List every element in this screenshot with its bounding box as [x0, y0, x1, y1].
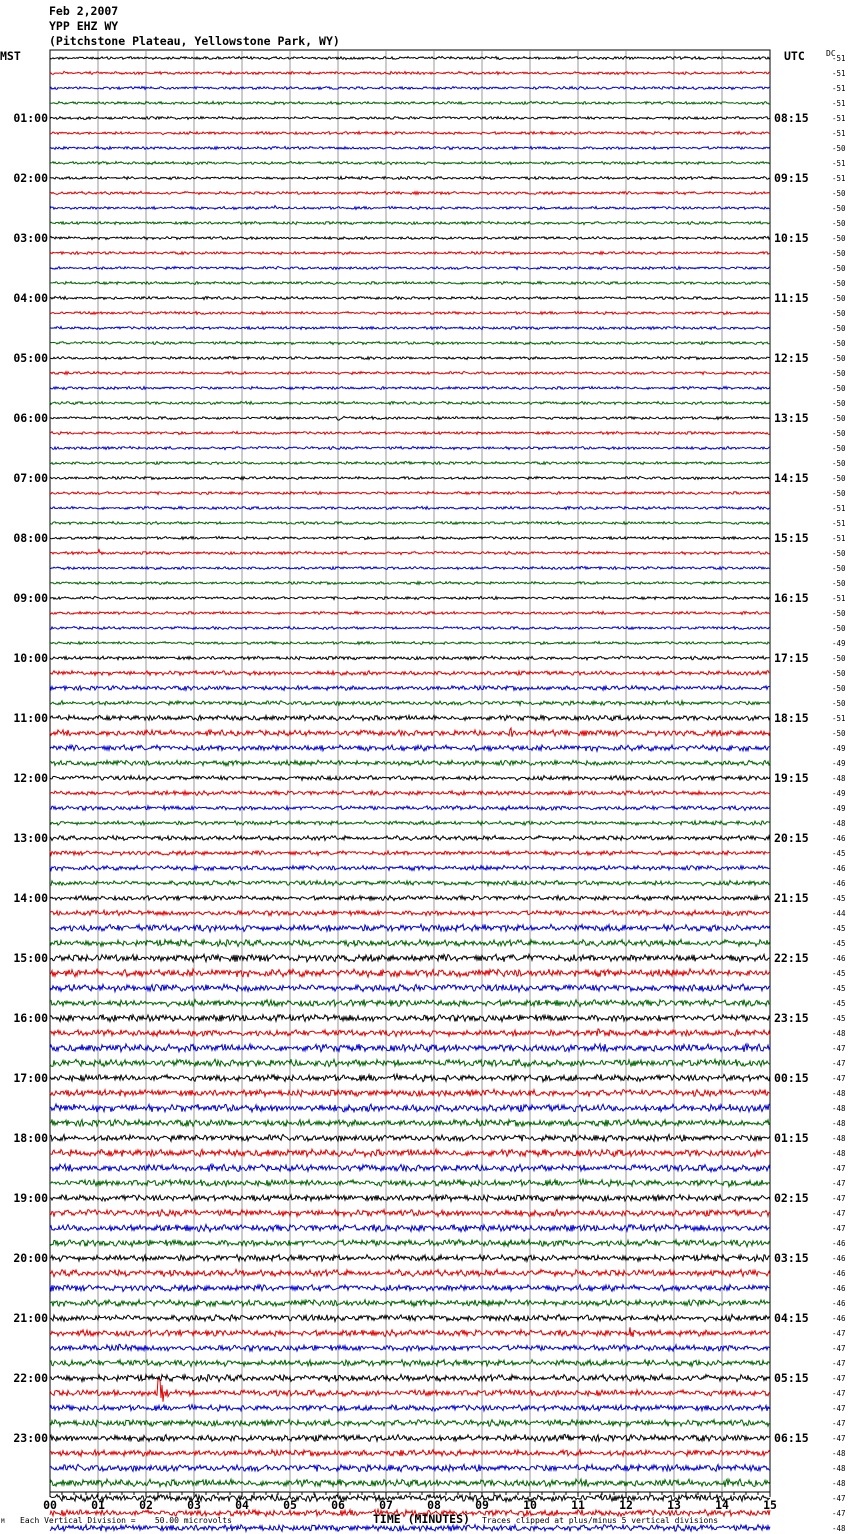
dc-offset-label: -50 [832, 489, 846, 498]
dc-offset-label: -47 [832, 1419, 846, 1428]
seismic-trace [50, 836, 770, 841]
seismic-trace [50, 1360, 770, 1367]
seismic-trace [50, 896, 770, 901]
dc-offset-label: -50 [832, 399, 846, 408]
seismic-trace [50, 1014, 770, 1021]
dc-offset-label: -50 [832, 264, 846, 273]
seismic-trace [50, 1195, 770, 1202]
utc-hour-label: 09:15 [774, 171, 809, 185]
seismic-trace [50, 57, 770, 60]
seismic-trace [50, 1479, 770, 1487]
dc-offset-label: -47 [832, 1044, 846, 1053]
dc-offset-label: -51 [832, 504, 846, 513]
seismic-trace [50, 1434, 770, 1441]
dc-offset-label: -45 [832, 969, 846, 978]
dc-offset-label: -49 [832, 759, 846, 768]
seismic-trace [50, 627, 770, 630]
x-tick-label: 14 [715, 1498, 729, 1512]
seismic-trace [50, 1450, 770, 1456]
dc-offset-label: -45 [832, 984, 846, 993]
dc-offset-label: -51 [832, 54, 846, 63]
seismic-trace [50, 924, 770, 931]
x-tick-label: 05 [283, 1498, 297, 1512]
utc-hour-label: 04:15 [774, 1311, 809, 1325]
dc-offset-label: -47 [832, 1059, 846, 1068]
dc-offset-label: -49 [832, 789, 846, 798]
dc-offset-label: -46 [832, 1269, 846, 1278]
dc-offset-label: -50 [832, 354, 846, 363]
dc-offset-label: -48 [832, 1479, 846, 1488]
mst-hour-label: 13:00 [13, 831, 48, 845]
seismic-trace [50, 656, 770, 660]
dc-offset-label: -45 [832, 1014, 846, 1023]
dc-offset-label: -47 [832, 1389, 846, 1398]
seismic-trace [50, 206, 770, 210]
dc-offset-label: -46 [832, 1284, 846, 1293]
seismic-trace [50, 117, 770, 120]
utc-hour-label: 18:15 [774, 711, 809, 725]
seismic-trace [50, 566, 770, 569]
seismic-trace [50, 101, 770, 104]
dc-offset-label: -50 [832, 369, 846, 378]
seismic-trace [50, 1104, 770, 1112]
dc-label: DC [826, 49, 836, 58]
dc-offset-label: -51 [832, 714, 846, 723]
dc-offset-label: -48 [832, 1524, 846, 1533]
seismic-trace [50, 1179, 770, 1186]
dc-offset-label: -45 [832, 999, 846, 1008]
seismic-trace [50, 282, 770, 285]
dc-offset-label: -50 [832, 609, 846, 618]
dc-offset-label: -50 [832, 624, 846, 633]
dc-offset-label: -51 [832, 519, 846, 528]
x-tick-label: 06 [331, 1498, 345, 1512]
x-tick-label: 04 [235, 1498, 249, 1512]
mst-hour-label: 17:00 [13, 1071, 48, 1085]
dc-offset-label: -47 [832, 1164, 846, 1173]
dc-offset-label: -47 [832, 1509, 846, 1518]
dc-offset-label: -47 [832, 1194, 846, 1203]
dc-offset-label: -47 [832, 1494, 846, 1503]
seismic-trace [50, 1300, 770, 1307]
dc-offset-label: -50 [832, 234, 846, 243]
mst-hour-label: 04:00 [13, 291, 48, 305]
seismic-trace [50, 506, 770, 509]
seismic-trace [50, 550, 770, 555]
dc-offset-label: -47 [832, 1344, 846, 1353]
seismic-trace [50, 715, 770, 720]
seismic-trace [50, 910, 770, 915]
mst-hour-label: 22:00 [13, 1371, 48, 1385]
dc-offset-label: -50 [832, 699, 846, 708]
header-date: Feb 2,2007 [49, 4, 119, 18]
mst-hour-label: 18:00 [13, 1131, 48, 1145]
utc-hour-label: 17:15 [774, 651, 809, 665]
dc-offset-label: -47 [832, 1224, 846, 1233]
seismic-trace [50, 1074, 770, 1081]
seismic-trace [50, 641, 770, 644]
seismic-trace [50, 177, 770, 180]
seismic-trace [50, 326, 770, 329]
seismic-trace [50, 492, 770, 495]
mst-hour-label: 03:00 [13, 231, 48, 245]
mst-axis-label: MST [0, 49, 21, 63]
x-tick-label: 01 [91, 1498, 105, 1512]
seismic-trace [50, 701, 770, 706]
mst-hour-label: 20:00 [13, 1251, 48, 1265]
seismic-trace [50, 806, 770, 811]
dc-offset-label: -46 [832, 864, 846, 873]
seismic-trace [50, 191, 770, 194]
seismic-trace [50, 296, 770, 299]
dc-offset-label: -50 [832, 579, 846, 588]
seismic-trace [50, 1029, 770, 1037]
mst-hour-label: 16:00 [13, 1011, 48, 1025]
x-tick-label: 03 [187, 1498, 201, 1512]
dc-offset-label: -51 [832, 129, 846, 138]
seismic-trace [50, 371, 770, 374]
dc-offset-label: -50 [832, 204, 846, 213]
seismic-trace [50, 1134, 770, 1141]
x-tick-label: 09 [475, 1498, 489, 1512]
seismic-trace [50, 71, 770, 74]
mst-hour-label: 01:00 [13, 111, 48, 125]
dc-offset-label: -46 [832, 1314, 846, 1323]
seismic-trace [50, 880, 770, 885]
utc-hour-label: 13:15 [774, 411, 809, 425]
dc-offset-label: -47 [832, 1434, 846, 1443]
mst-hour-label: 11:00 [13, 711, 48, 725]
seismic-trace [50, 984, 770, 992]
dc-offset-label: -50 [832, 414, 846, 423]
seismic-trace [50, 266, 770, 269]
seismic-trace [50, 776, 770, 781]
footer-scale-note: Each Vertical Division = 50.00 microvolts [20, 1516, 232, 1525]
seismic-trace [50, 954, 770, 962]
x-tick-label: 08 [427, 1498, 441, 1512]
seismic-trace [50, 1000, 770, 1007]
seismic-trace [50, 146, 770, 149]
mst-hour-label: 12:00 [13, 771, 48, 785]
seismic-trace [50, 1327, 770, 1337]
seismic-trace [50, 432, 770, 435]
dc-offset-label: -50 [832, 309, 846, 318]
dc-offset-label: -47 [832, 1359, 846, 1368]
dc-offset-label: -47 [832, 1209, 846, 1218]
seismic-trace [50, 461, 770, 464]
dc-offset-label: -50 [832, 324, 846, 333]
dc-offset-label: -50 [832, 144, 846, 153]
utc-hour-label: 19:15 [774, 771, 809, 785]
dc-offset-label: -50 [832, 684, 846, 693]
dc-offset-label: -46 [832, 834, 846, 843]
seismic-trace [50, 221, 770, 224]
dc-offset-label: -50 [832, 444, 846, 453]
seismic-trace [50, 728, 770, 737]
x-tick-label: 10 [523, 1498, 537, 1512]
dc-offset-label: -51 [832, 594, 846, 603]
dc-offset-label: -46 [832, 954, 846, 963]
dc-offset-label: -48 [832, 1449, 846, 1458]
seismic-trace [50, 342, 770, 345]
seismic-trace [50, 536, 770, 539]
dc-offset-label: -46 [832, 879, 846, 888]
dc-offset-label: -47 [832, 1179, 846, 1188]
seismic-trace [50, 1210, 770, 1217]
dc-offset-label: -48 [832, 1464, 846, 1473]
seismic-trace [50, 311, 770, 314]
dc-offset-label: -50 [832, 669, 846, 678]
dc-offset-label: -45 [832, 894, 846, 903]
x-tick-label: 15 [763, 1498, 777, 1512]
seismic-trace [50, 446, 770, 449]
utc-hour-label: 05:15 [774, 1371, 809, 1385]
utc-hour-label: 23:15 [774, 1011, 809, 1025]
utc-hour-label: 10:15 [774, 231, 809, 245]
seismic-trace [50, 940, 770, 947]
seismic-trace [50, 1059, 770, 1067]
seismic-trace [50, 162, 770, 165]
footer-clip-note: Traces clipped at plus/minus 5 vertical divisions [482, 1516, 719, 1525]
seismic-trace [50, 1149, 770, 1157]
utc-hour-label: 16:15 [774, 591, 809, 605]
seismic-trace [50, 866, 770, 871]
dc-offset-label: -50 [832, 459, 846, 468]
dc-offset-label: -51 [832, 534, 846, 543]
utc-hour-label: 03:15 [774, 1251, 809, 1265]
dc-offset-label: -46 [832, 1254, 846, 1263]
dc-offset-label: -50 [832, 654, 846, 663]
footer-mark: M [1, 1518, 5, 1525]
dc-offset-label: -50 [832, 549, 846, 558]
mst-hour-label: 06:00 [13, 411, 48, 425]
seismic-trace [50, 87, 770, 90]
dc-offset-label: -47 [832, 1329, 846, 1338]
seismic-trace [50, 236, 770, 239]
dc-offset-label: -50 [832, 249, 846, 258]
utc-hour-label: 01:15 [774, 1131, 809, 1145]
seismic-trace [50, 416, 770, 420]
seismic-trace [50, 1285, 770, 1292]
seismic-trace [50, 1119, 770, 1126]
header-station: YPP EHZ WY [49, 19, 119, 33]
dc-offset-label: -50 [832, 279, 846, 288]
x-tick-label: 02 [139, 1498, 153, 1512]
dc-offset-label: -51 [832, 174, 846, 183]
dc-offset-label: -48 [832, 1134, 846, 1143]
dc-offset-label: -51 [832, 99, 846, 108]
dc-offset-label: -47 [832, 1074, 846, 1083]
seismic-trace [50, 1240, 770, 1247]
dc-offset-label: -50 [832, 219, 846, 228]
seismic-trace [50, 582, 770, 585]
seismic-trace [50, 132, 770, 135]
mst-hour-label: 05:00 [13, 351, 48, 365]
mst-hour-label: 10:00 [13, 651, 48, 665]
seismic-trace [50, 791, 770, 796]
seismic-trace [50, 851, 770, 856]
mst-hour-label: 09:00 [13, 591, 48, 605]
dc-offset-label: -50 [832, 384, 846, 393]
x-tick-label: 12 [619, 1498, 633, 1512]
seismic-trace [50, 596, 770, 599]
dc-offset-label: -48 [832, 819, 846, 828]
dc-offset-label: -48 [832, 774, 846, 783]
dc-offset-label: -46 [832, 1299, 846, 1308]
dc-offset-label: -49 [832, 639, 846, 648]
x-axis-title: TIME (MINUTES) [373, 1512, 470, 1526]
seismic-trace [50, 671, 770, 676]
utc-hour-label: 08:15 [774, 111, 809, 125]
dc-offset-label: -50 [832, 474, 846, 483]
dc-offset-label: -48 [832, 1104, 846, 1113]
dc-offset-label: -46 [832, 1239, 846, 1248]
dc-offset-label: -51 [832, 114, 846, 123]
dc-offset-label: -47 [832, 1374, 846, 1383]
utc-hour-label: 22:15 [774, 951, 809, 965]
dc-offset-label: -50 [832, 729, 846, 738]
utc-hour-label: 12:15 [774, 351, 809, 365]
dc-offset-label: -45 [832, 924, 846, 933]
seismic-trace [50, 1420, 770, 1427]
seismic-trace [50, 1164, 770, 1171]
utc-hour-label: 11:15 [774, 291, 809, 305]
mst-hour-label: 07:00 [13, 471, 48, 485]
x-tick-label: 07 [379, 1498, 393, 1512]
utc-hour-label: 20:15 [774, 831, 809, 845]
utc-axis-label: UTC [784, 49, 805, 63]
header-location: (Pitchstone Plateau, Yellowstone Park, WY) [49, 34, 340, 48]
dc-offset-label: -49 [832, 744, 846, 753]
seismic-trace [50, 611, 770, 614]
plot-frame [50, 50, 770, 1492]
seismic-trace [50, 476, 770, 479]
utc-hour-label: 21:15 [774, 891, 809, 905]
seismic-trace [50, 745, 770, 751]
dc-offset-label: -51 [832, 159, 846, 168]
seismic-trace [50, 1405, 770, 1412]
seismic-trace [50, 1494, 770, 1501]
utc-hour-label: 14:15 [774, 471, 809, 485]
seismic-trace [50, 1255, 770, 1262]
mst-hour-label: 21:00 [13, 1311, 48, 1325]
seismic-trace [50, 969, 770, 977]
seismic-trace [50, 686, 770, 691]
x-tick-label: 00 [43, 1498, 57, 1512]
dc-offset-label: -50 [832, 429, 846, 438]
dc-offset-label: -51 [832, 69, 846, 78]
utc-hour-label: 06:15 [774, 1431, 809, 1445]
dc-offset-label: -48 [832, 1089, 846, 1098]
seismic-trace [50, 1464, 770, 1471]
utc-hour-label: 02:15 [774, 1191, 809, 1205]
seismic-trace [50, 1044, 770, 1052]
seismic-trace [50, 1344, 770, 1351]
utc-hour-label: 00:15 [774, 1071, 809, 1085]
seismic-trace [50, 356, 770, 359]
mst-hour-label: 02:00 [13, 171, 48, 185]
dc-offset-label: -50 [832, 339, 846, 348]
dc-offset-label: -45 [832, 849, 846, 858]
dc-offset-label: -48 [832, 1119, 846, 1128]
mst-hour-label: 19:00 [13, 1191, 48, 1205]
dc-offset-label: -45 [832, 939, 846, 948]
dc-offset-label: -49 [832, 804, 846, 813]
mst-hour-label: 14:00 [13, 891, 48, 905]
seismic-trace [50, 1379, 770, 1402]
x-tick-label: 13 [667, 1498, 681, 1512]
seismic-trace [50, 1314, 770, 1321]
seismic-trace [50, 1224, 770, 1232]
seismic-trace [50, 401, 770, 404]
dc-offset-label: -44 [832, 909, 846, 918]
seismic-trace [50, 387, 770, 390]
seismic-trace [50, 522, 770, 525]
seismic-trace [50, 1269, 770, 1276]
mst-hour-label: 23:00 [13, 1431, 48, 1445]
seismic-trace [50, 1089, 770, 1096]
seismic-trace [50, 760, 770, 766]
dc-offset-label: -48 [832, 1029, 846, 1038]
x-tick-label: 11 [571, 1498, 585, 1512]
seismic-trace [50, 821, 770, 825]
utc-hour-label: 15:15 [774, 531, 809, 545]
dc-offset-label: -51 [832, 84, 846, 93]
dc-offset-label: -50 [832, 564, 846, 573]
dc-offset-label: -47 [832, 1404, 846, 1413]
mst-hour-label: 08:00 [13, 531, 48, 545]
dc-offset-label: -48 [832, 1149, 846, 1158]
dc-offset-label: -50 [832, 189, 846, 198]
dc-offset-label: -50 [832, 294, 846, 303]
mst-hour-label: 15:00 [13, 951, 48, 965]
seismic-trace [50, 252, 770, 255]
